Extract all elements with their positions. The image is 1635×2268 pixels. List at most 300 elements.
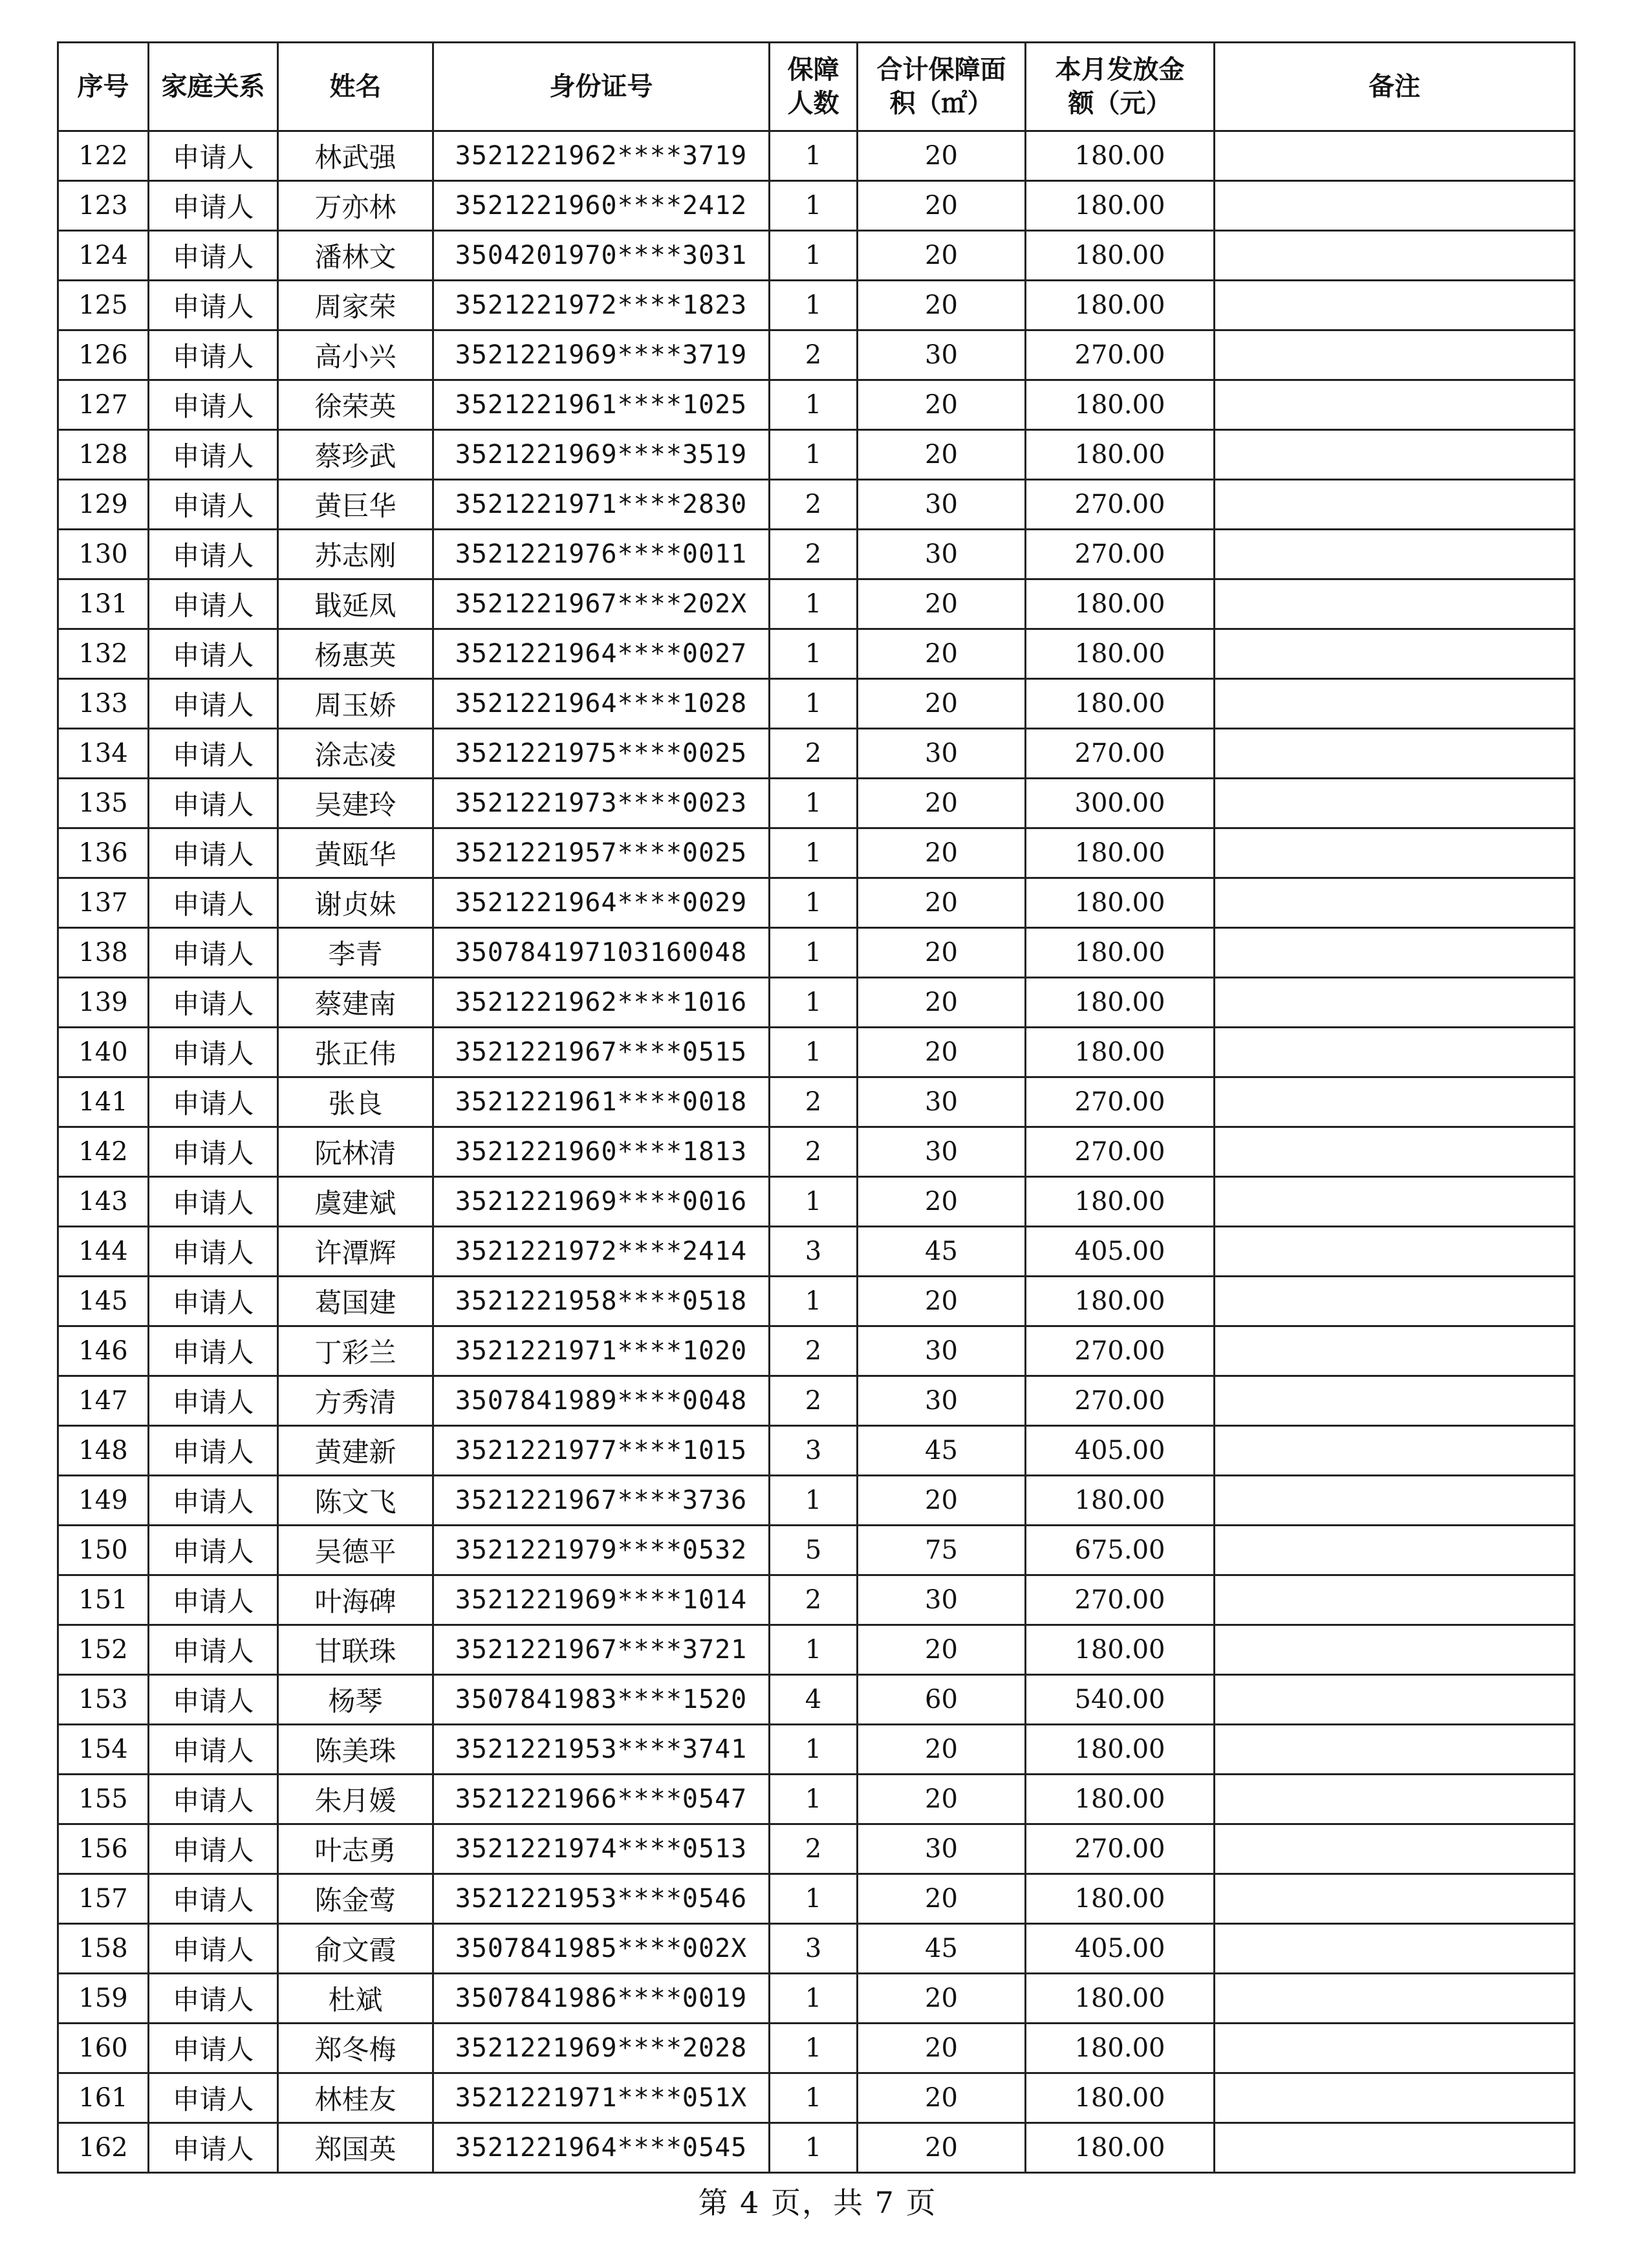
cell-name: 俞文霞 <box>278 1924 433 1974</box>
cell-id-number: 3521221967****202X <box>433 579 770 629</box>
cell-note <box>1215 2123 1575 2173</box>
cell-name: 李青 <box>278 928 433 978</box>
table-row <box>58 878 1575 928</box>
cell-amount: 270.00 <box>1026 480 1215 530</box>
cell-persons: 2 <box>770 330 858 380</box>
cell-name: 方秀清 <box>278 1376 433 1426</box>
table-row <box>58 1376 1575 1426</box>
cell-name: 叶志勇 <box>278 1824 433 1874</box>
cell-id-number: 3521221960****1813 <box>433 1127 770 1177</box>
cell-amount: 270.00 <box>1026 330 1215 380</box>
cell-id-number: 3521221964****0027 <box>433 629 770 679</box>
table-row <box>58 281 1575 330</box>
cell-area: 30 <box>858 530 1026 579</box>
cell-amount: 180.00 <box>1026 928 1215 978</box>
cell-amount: 180.00 <box>1026 2024 1215 2073</box>
cell-area: 20 <box>858 1277 1026 1326</box>
cell-note <box>1215 1974 1575 2024</box>
cell-persons: 1 <box>770 380 858 430</box>
cell-area: 20 <box>858 1974 1026 2024</box>
cell-index: 154 <box>58 1725 149 1775</box>
cell-relation: 申请人 <box>149 629 278 679</box>
cell-amount: 180.00 <box>1026 878 1215 928</box>
cell-name: 黄瓯华 <box>278 828 433 878</box>
cell-persons: 3 <box>770 1924 858 1974</box>
cell-name: 葛国建 <box>278 1277 433 1326</box>
cell-index: 146 <box>58 1326 149 1376</box>
cell-amount: 180.00 <box>1026 1974 1215 2024</box>
cell-persons: 1 <box>770 2073 858 2123</box>
table-body <box>58 131 1575 2173</box>
cell-relation: 申请人 <box>149 828 278 878</box>
cell-note <box>1215 779 1575 828</box>
cell-area: 20 <box>858 1028 1026 1077</box>
cell-amount: 540.00 <box>1026 1675 1215 1725</box>
cell-id-number: 3521221977****1015 <box>433 1426 770 1476</box>
cell-persons: 1 <box>770 131 858 181</box>
table-row <box>58 1227 1575 1277</box>
cell-relation: 申请人 <box>149 779 278 828</box>
cell-area: 30 <box>858 1824 1026 1874</box>
cell-id-number: 3521221961****1025 <box>433 380 770 430</box>
cell-amount: 180.00 <box>1026 380 1215 430</box>
cell-index: 141 <box>58 1077 149 1127</box>
cell-index: 159 <box>58 1974 149 2024</box>
cell-index: 131 <box>58 579 149 629</box>
cell-relation: 申请人 <box>149 1775 278 1824</box>
cell-note <box>1215 1177 1575 1227</box>
cell-area: 30 <box>858 1575 1026 1625</box>
cell-index: 133 <box>58 679 149 729</box>
cell-name: 杜斌 <box>278 1974 433 2024</box>
cell-amount: 270.00 <box>1026 1127 1215 1177</box>
cell-name: 苏志刚 <box>278 530 433 579</box>
cell-name: 丁彩兰 <box>278 1326 433 1376</box>
cell-amount: 405.00 <box>1026 1227 1215 1277</box>
table-row <box>58 779 1575 828</box>
table-row <box>58 1974 1575 2024</box>
cell-note <box>1215 1476 1575 1526</box>
cell-name: 吴建玲 <box>278 779 433 828</box>
cell-index: 130 <box>58 530 149 579</box>
cell-persons: 2 <box>770 530 858 579</box>
cell-relation: 申请人 <box>149 1974 278 2024</box>
table-row <box>58 1326 1575 1376</box>
table-row <box>58 2073 1575 2123</box>
cell-area: 20 <box>858 1476 1026 1526</box>
cell-name: 郑冬梅 <box>278 2024 433 2073</box>
cell-relation: 申请人 <box>149 281 278 330</box>
cell-relation: 申请人 <box>149 1675 278 1725</box>
header-amount <box>1026 43 1215 131</box>
cell-note <box>1215 828 1575 878</box>
cell-persons: 4 <box>770 1675 858 1725</box>
cell-id-number: 3521221957****0025 <box>433 828 770 878</box>
cell-id-number: 3521221960****2412 <box>433 181 770 231</box>
cell-relation: 申请人 <box>149 1824 278 1874</box>
cell-index: 155 <box>58 1775 149 1824</box>
cell-name: 虞建斌 <box>278 1177 433 1227</box>
cell-area: 20 <box>858 878 1026 928</box>
table-row <box>58 1625 1575 1675</box>
cell-area: 20 <box>858 231 1026 281</box>
cell-note <box>1215 1127 1575 1177</box>
cell-persons: 2 <box>770 1077 858 1127</box>
cell-relation: 申请人 <box>149 181 278 231</box>
cell-amount: 180.00 <box>1026 1177 1215 1227</box>
cell-note <box>1215 928 1575 978</box>
cell-area: 20 <box>858 928 1026 978</box>
cell-id-number: 3521221961****0018 <box>433 1077 770 1127</box>
cell-index: 143 <box>58 1177 149 1227</box>
table-row <box>58 928 1575 978</box>
cell-amount: 180.00 <box>1026 181 1215 231</box>
cell-index: 136 <box>58 828 149 878</box>
cell-persons: 2 <box>770 729 858 779</box>
cell-relation: 申请人 <box>149 1277 278 1326</box>
table-row <box>58 978 1575 1028</box>
cell-note <box>1215 1824 1575 1874</box>
table-row <box>58 1177 1575 1227</box>
cell-relation: 申请人 <box>149 1127 278 1177</box>
cell-persons: 2 <box>770 1575 858 1625</box>
table-row <box>58 729 1575 779</box>
header-persons <box>770 43 858 131</box>
cell-name: 杨惠英 <box>278 629 433 679</box>
cell-name: 张正伟 <box>278 1028 433 1077</box>
cell-name: 张良 <box>278 1077 433 1127</box>
cell-index: 132 <box>58 629 149 679</box>
cell-id-number: 3521221964****0545 <box>433 2123 770 2173</box>
cell-amount: 270.00 <box>1026 1575 1215 1625</box>
header-name: 姓名 <box>278 43 433 131</box>
cell-area: 20 <box>858 181 1026 231</box>
cell-relation: 申请人 <box>149 131 278 181</box>
cell-index: 129 <box>58 480 149 530</box>
cell-id-number: 3521221962****3719 <box>433 131 770 181</box>
cell-index: 139 <box>58 978 149 1028</box>
cell-note <box>1215 1775 1575 1824</box>
cell-amount: 270.00 <box>1026 1326 1215 1376</box>
cell-amount: 270.00 <box>1026 729 1215 779</box>
cell-relation: 申请人 <box>149 480 278 530</box>
cell-relation: 申请人 <box>149 978 278 1028</box>
table-row <box>58 430 1575 480</box>
table-row <box>58 1725 1575 1775</box>
table-row <box>58 530 1575 579</box>
table-row <box>58 181 1575 231</box>
cell-id-number: 3521221969****2028 <box>433 2024 770 2073</box>
page-number: 第 4 页，共 7 页 <box>698 2185 937 2220</box>
cell-amount: 270.00 <box>1026 1077 1215 1127</box>
cell-note <box>1215 1077 1575 1127</box>
cell-index: 158 <box>58 1924 149 1974</box>
cell-name: 潘林文 <box>278 231 433 281</box>
cell-persons: 1 <box>770 2123 858 2173</box>
cell-amount: 180.00 <box>1026 231 1215 281</box>
table-row <box>58 679 1575 729</box>
cell-name: 叶海碑 <box>278 1575 433 1625</box>
cell-relation: 申请人 <box>149 2024 278 2073</box>
cell-persons: 1 <box>770 779 858 828</box>
cell-name: 陈美珠 <box>278 1725 433 1775</box>
cell-amount: 180.00 <box>1026 828 1215 878</box>
cell-area: 20 <box>858 1775 1026 1824</box>
header-persons-line2: 人数 <box>787 89 839 118</box>
cell-persons: 1 <box>770 828 858 878</box>
cell-relation: 申请人 <box>149 729 278 779</box>
cell-id-number: 3521221971****1020 <box>433 1326 770 1376</box>
cell-persons: 5 <box>770 1526 858 1575</box>
cell-persons: 1 <box>770 2024 858 2073</box>
table-row <box>58 131 1575 181</box>
cell-relation: 申请人 <box>149 1077 278 1127</box>
cell-name: 周玉娇 <box>278 679 433 729</box>
cell-name: 徐荣英 <box>278 380 433 430</box>
cell-note <box>1215 131 1575 181</box>
cell-id-number: 3521221967****3721 <box>433 1625 770 1675</box>
cell-index: 142 <box>58 1127 149 1177</box>
table-row <box>58 1028 1575 1077</box>
cell-persons: 1 <box>770 1625 858 1675</box>
cell-persons: 1 <box>770 1476 858 1526</box>
cell-area: 30 <box>858 480 1026 530</box>
allowance-table-sheet <box>57 41 1574 2174</box>
cell-note <box>1215 1675 1575 1725</box>
header-note: 备注 <box>1215 43 1575 131</box>
cell-index: 148 <box>58 1426 149 1476</box>
cell-index: 140 <box>58 1028 149 1077</box>
cell-index: 127 <box>58 380 149 430</box>
cell-note <box>1215 181 1575 231</box>
cell-amount: 675.00 <box>1026 1526 1215 1575</box>
cell-amount: 270.00 <box>1026 1824 1215 1874</box>
cell-area: 20 <box>858 430 1026 480</box>
cell-amount: 180.00 <box>1026 1028 1215 1077</box>
cell-persons: 1 <box>770 231 858 281</box>
cell-persons: 1 <box>770 430 858 480</box>
cell-amount: 405.00 <box>1026 1924 1215 1974</box>
header-amount-line2: 额（元） <box>1068 89 1172 118</box>
cell-relation: 申请人 <box>149 679 278 729</box>
cell-amount: 180.00 <box>1026 281 1215 330</box>
cell-note <box>1215 629 1575 679</box>
cell-area: 20 <box>858 779 1026 828</box>
table-row <box>58 380 1575 430</box>
cell-name: 朱月媛 <box>278 1775 433 1824</box>
table-row <box>58 629 1575 679</box>
cell-persons: 1 <box>770 1974 858 2024</box>
cell-persons: 1 <box>770 579 858 629</box>
cell-index: 137 <box>58 878 149 928</box>
cell-note <box>1215 2073 1575 2123</box>
table-row <box>58 2024 1575 2073</box>
cell-note <box>1215 729 1575 779</box>
cell-index: 151 <box>58 1575 149 1625</box>
cell-persons: 1 <box>770 878 858 928</box>
cell-note <box>1215 1725 1575 1775</box>
cell-name: 黄建新 <box>278 1426 433 1476</box>
cell-name: 杨琴 <box>278 1675 433 1725</box>
cell-note <box>1215 380 1575 430</box>
cell-id-number: 3521221969****3719 <box>433 330 770 380</box>
cell-area: 20 <box>858 380 1026 430</box>
cell-name: 吴德平 <box>278 1526 433 1575</box>
table-row <box>58 2123 1575 2173</box>
cell-amount: 180.00 <box>1026 579 1215 629</box>
cell-id-number: 3521221966****0547 <box>433 1775 770 1824</box>
cell-id-number: 3521221975****0025 <box>433 729 770 779</box>
cell-persons: 1 <box>770 1277 858 1326</box>
cell-amount: 300.00 <box>1026 779 1215 828</box>
cell-name: 周家荣 <box>278 281 433 330</box>
cell-note <box>1215 430 1575 480</box>
table-row <box>58 1775 1575 1824</box>
cell-name: 郑国英 <box>278 2123 433 2173</box>
cell-id-number: 350784197103160048 <box>433 928 770 978</box>
cell-name: 戢延凤 <box>278 579 433 629</box>
cell-area: 60 <box>858 1675 1026 1725</box>
cell-relation: 申请人 <box>149 1725 278 1775</box>
cell-note <box>1215 978 1575 1028</box>
table-row <box>58 1575 1575 1625</box>
cell-relation: 申请人 <box>149 1526 278 1575</box>
cell-amount: 180.00 <box>1026 1476 1215 1526</box>
cell-amount: 180.00 <box>1026 131 1215 181</box>
cell-area: 20 <box>858 679 1026 729</box>
cell-amount: 405.00 <box>1026 1426 1215 1476</box>
cell-area: 20 <box>858 2024 1026 2073</box>
cell-persons: 2 <box>770 1376 858 1426</box>
cell-name: 黄巨华 <box>278 480 433 530</box>
header-area-line1: 合计保障面 <box>876 55 1006 85</box>
table-row <box>58 1077 1575 1127</box>
table-row <box>58 1924 1575 1974</box>
cell-id-number: 3521221971****051X <box>433 2073 770 2123</box>
cell-id-number: 3521221979****0532 <box>433 1526 770 1575</box>
cell-relation: 申请人 <box>149 380 278 430</box>
cell-id-number: 3507841986****0019 <box>433 1974 770 2024</box>
cell-index: 157 <box>58 1874 149 1924</box>
table-row <box>58 828 1575 878</box>
cell-index: 138 <box>58 928 149 978</box>
cell-index: 149 <box>58 1476 149 1526</box>
cell-amount: 180.00 <box>1026 2123 1215 2173</box>
cell-relation: 申请人 <box>149 1625 278 1675</box>
cell-note <box>1215 1227 1575 1277</box>
cell-persons: 3 <box>770 1227 858 1277</box>
cell-name: 阮林清 <box>278 1127 433 1177</box>
cell-area: 20 <box>858 2123 1026 2173</box>
cell-id-number: 3521221967****0515 <box>433 1028 770 1077</box>
table-row <box>58 1824 1575 1874</box>
header-id-number: 身份证号 <box>433 43 770 131</box>
cell-id-number: 3507841989****0048 <box>433 1376 770 1426</box>
cell-note <box>1215 1575 1575 1625</box>
cell-relation: 申请人 <box>149 1575 278 1625</box>
header-area <box>858 43 1026 131</box>
cell-relation: 申请人 <box>149 579 278 629</box>
cell-note <box>1215 231 1575 281</box>
cell-persons: 1 <box>770 1177 858 1227</box>
cell-relation: 申请人 <box>149 330 278 380</box>
table-row <box>58 231 1575 281</box>
cell-note <box>1215 679 1575 729</box>
cell-name: 谢贞妹 <box>278 878 433 928</box>
cell-note <box>1215 2024 1575 2073</box>
cell-name: 许潭辉 <box>278 1227 433 1277</box>
cell-id-number: 3521221953****0546 <box>433 1874 770 1924</box>
cell-persons: 1 <box>770 1028 858 1077</box>
cell-note <box>1215 1625 1575 1675</box>
cell-name: 陈文飞 <box>278 1476 433 1526</box>
cell-name: 高小兴 <box>278 330 433 380</box>
table-row <box>58 330 1575 380</box>
cell-index: 153 <box>58 1675 149 1725</box>
cell-id-number: 3521221967****3736 <box>433 1476 770 1526</box>
cell-area: 30 <box>858 729 1026 779</box>
cell-note <box>1215 878 1575 928</box>
cell-id-number: 3521221958****0518 <box>433 1277 770 1326</box>
cell-area: 20 <box>858 1625 1026 1675</box>
cell-area: 20 <box>858 629 1026 679</box>
cell-index: 145 <box>58 1277 149 1326</box>
cell-note <box>1215 1277 1575 1326</box>
cell-id-number: 3504201970****3031 <box>433 231 770 281</box>
cell-amount: 180.00 <box>1026 679 1215 729</box>
cell-note <box>1215 1426 1575 1476</box>
cell-persons: 2 <box>770 480 858 530</box>
cell-index: 123 <box>58 181 149 231</box>
cell-area: 45 <box>858 1924 1026 1974</box>
table-row <box>58 1476 1575 1526</box>
cell-relation: 申请人 <box>149 1177 278 1227</box>
cell-relation: 申请人 <box>149 878 278 928</box>
cell-id-number: 3521221953****3741 <box>433 1725 770 1775</box>
cell-name: 林武强 <box>278 131 433 181</box>
cell-persons: 1 <box>770 978 858 1028</box>
cell-area: 20 <box>858 978 1026 1028</box>
cell-relation: 申请人 <box>149 1326 278 1376</box>
table-row <box>58 1874 1575 1924</box>
cell-note <box>1215 1376 1575 1426</box>
table-row <box>58 1426 1575 1476</box>
cell-id-number: 3521221964****1028 <box>433 679 770 729</box>
cell-amount: 180.00 <box>1026 1277 1215 1326</box>
header-persons-line1: 保障 <box>787 55 839 85</box>
cell-area: 20 <box>858 131 1026 181</box>
cell-index: 125 <box>58 281 149 330</box>
cell-index: 122 <box>58 131 149 181</box>
cell-note <box>1215 579 1575 629</box>
cell-area: 20 <box>858 1874 1026 1924</box>
cell-persons: 1 <box>770 1874 858 1924</box>
cell-persons: 1 <box>770 281 858 330</box>
cell-area: 30 <box>858 330 1026 380</box>
cell-id-number: 3521221969****0016 <box>433 1177 770 1227</box>
cell-persons: 2 <box>770 1326 858 1376</box>
table-row <box>58 579 1575 629</box>
cell-note <box>1215 1028 1575 1077</box>
cell-index: 124 <box>58 231 149 281</box>
cell-id-number: 3507841985****002X <box>433 1924 770 1974</box>
table-row <box>58 1526 1575 1575</box>
cell-note <box>1215 1874 1575 1924</box>
table-header-row <box>58 43 1575 131</box>
cell-index: 134 <box>58 729 149 779</box>
cell-relation: 申请人 <box>149 231 278 281</box>
cell-index: 156 <box>58 1824 149 1874</box>
